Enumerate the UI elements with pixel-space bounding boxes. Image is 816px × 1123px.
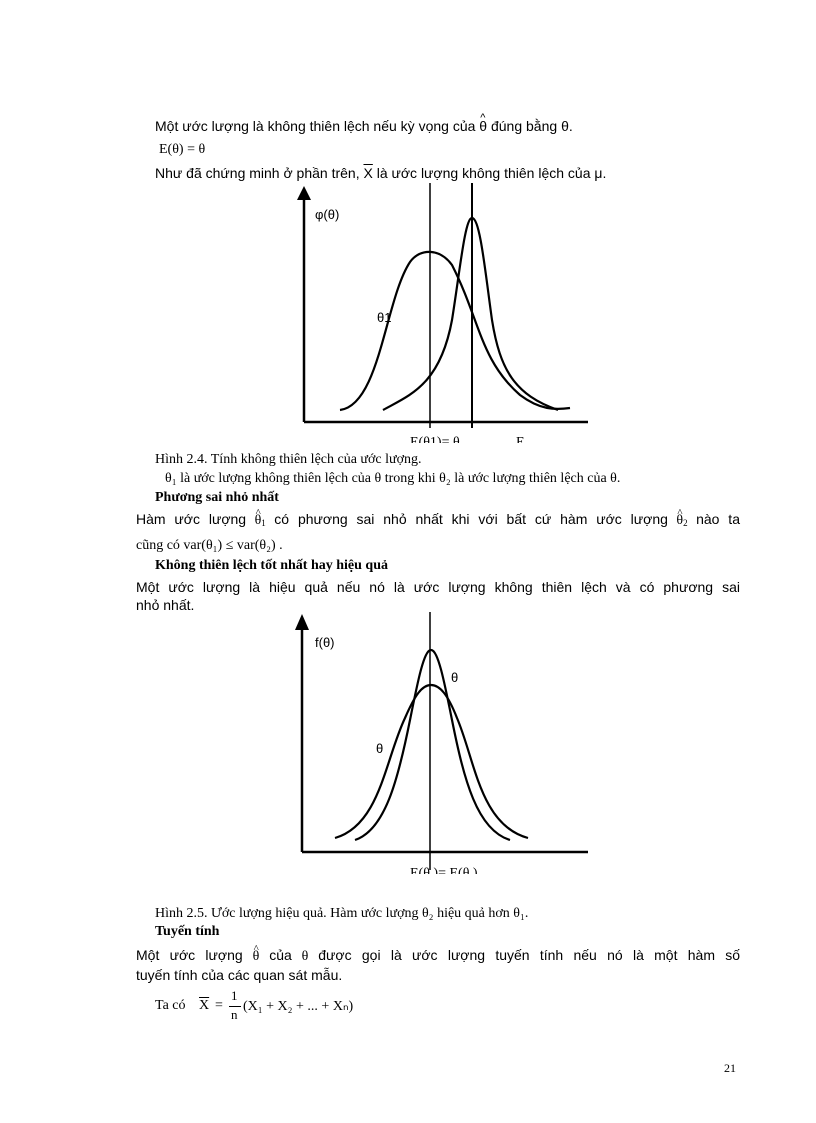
theta-hat-symbol-2: ^ θ <box>253 948 260 966</box>
figure2-label-left: θ <box>376 741 384 756</box>
unbiased-equation: E(θ) = θ <box>159 142 206 157</box>
figure2-caption: Hình 2.5. Ước lượng hiệu quả. Hàm ước lượng θ₂ hiệu quả hơn θ₁. <box>155 906 529 921</box>
theta-hat-symbol: ^ θ <box>479 117 487 135</box>
figure1-curve-label: θ1 <box>377 310 392 325</box>
linear-paragraph-line2: tuyến tính của các quan sát mẫu. <box>136 967 343 983</box>
formula-equals: = <box>215 998 223 1013</box>
formula-denominator: n <box>231 1007 238 1022</box>
figure2-curve-wide <box>335 685 528 838</box>
theta-symbol: θ <box>561 118 569 134</box>
formula-numerator: 1 <box>231 988 238 1003</box>
variance-inequality: cũng có var(θ₁) ≤ var(θ₂) . <box>136 538 283 553</box>
min-variance-paragraph-line1: Hàm ước lượng ^ $\theta_1$ có phương sai nhỏ nhất khi với bất cứ hàm ước lượng ^ $\theta_2$ nào ta <box>136 510 740 532</box>
heading-linear: Tuyến tính <box>155 924 220 939</box>
linear-paragraph-line1: Một ước lượng ^ θ của θ được gọi là ước lượng tuyến tính nếu nó là một hàm số <box>136 946 740 966</box>
formula-x-bar: $\overline{X}$ <box>199 998 210 1013</box>
paragraph-theta-bias: θ₁ là ước lượng không thiên lệch của θ trong khi θ₂ là ước lượng thiên lệch của θ. <box>165 471 621 486</box>
intro-text-c: Như đã chứng minh ở phần trên, <box>155 165 360 181</box>
theta2-hat-symbol: ^ $\theta_2$ <box>676 512 687 532</box>
heading-efficient: Không thiên lệch tốt nhất hay hiệu quả <box>155 558 388 573</box>
intro-text-b: đúng bằng <box>490 118 558 134</box>
theta-symbol-2: θ <box>301 949 309 964</box>
figure2-axes <box>302 628 588 852</box>
figure1-caption: Hình 2.4. Tính không thiên lệch của ước lượng. <box>155 452 422 467</box>
formula-sum: (X₁ + X₂ + ... + Xₙ) <box>243 999 354 1014</box>
figure1-y-label: φ(θ) <box>315 207 340 222</box>
figure2-label-top: θ <box>451 670 459 685</box>
intro-text-d: là ước lượng không thiên lệch của μ. <box>376 165 607 181</box>
heading-min-variance: Phương sai nhỏ nhất <box>155 490 279 505</box>
formula-prefix: Ta có <box>155 998 186 1013</box>
efficient-paragraph-line1: Một ước lượng là hiệu quả nếu nó là ước lượng không thiên lệch và có phương sai <box>136 579 740 595</box>
x-bar-symbol: $\overline{X}$ <box>363 165 373 181</box>
figure2-y-arrow <box>295 614 309 630</box>
figure2-y-label: f(θ) <box>315 635 335 650</box>
theta1-hat-symbol: ^ $\theta_1$ <box>255 512 266 532</box>
figure2-label-clip <box>0 874 816 884</box>
intro-line-1: Một ước lượng là không thiên lệch nếu kỳ vọng của ^ θ đúng bằng θ. <box>155 117 573 135</box>
efficient-paragraph-line2: nhỏ nhất. <box>136 597 195 613</box>
intro-text-a: Một ước lượng là không thiên lệch nếu kỳ vọng của <box>155 118 476 134</box>
page-number: 21 <box>724 1061 736 1075</box>
